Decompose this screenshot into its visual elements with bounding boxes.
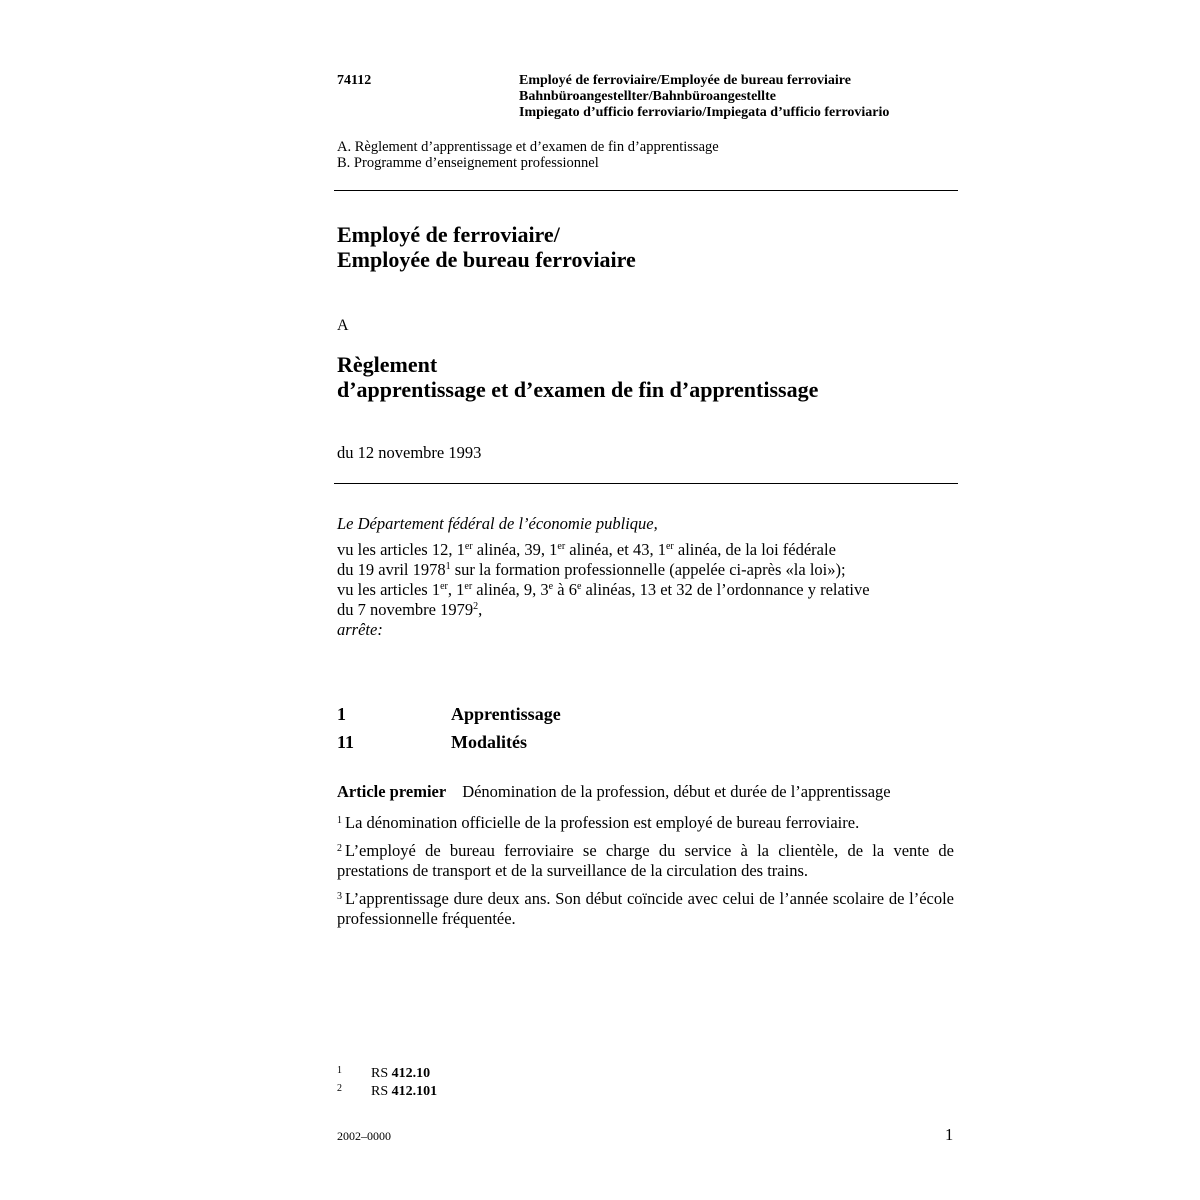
preamble-decree: arrête:: [337, 620, 383, 639]
footnote-ref-1: 1: [445, 561, 451, 572]
preamble: [337, 514, 957, 640]
paragraph-number: 1: [337, 815, 342, 826]
article-label: Article premier: [337, 782, 447, 801]
preamble-line-2: du 19 avril 1978$^1$ sur la formation professionnelle (appelée ci-après «la loi»);: [337, 560, 846, 579]
header-title-fr: Employé de ferroviaire/Employée de bureau ferroviaire: [519, 73, 851, 88]
regulation-title: [337, 352, 818, 402]
paragraph-number: 3: [337, 891, 342, 902]
divider-top: [334, 190, 958, 191]
contents-list: [337, 139, 719, 171]
section-heading-11: [337, 732, 527, 753]
page-number: 1: [945, 1125, 954, 1144]
section-title: Apprentissage: [451, 704, 561, 724]
article-heading: [337, 782, 891, 802]
page-title-line-1: Employé de ferroviaire/: [337, 222, 560, 247]
regulation-title-line-2: d’apprentissage et d’examen de fin d’apprentissage: [337, 377, 819, 402]
header-titles: [519, 73, 889, 121]
classification-code: 74112: [337, 73, 372, 88]
footnote-1: 1 RS 412.10: [337, 1065, 431, 1081]
paragraph-text: L’apprentissage dure deux ans. Son début coïncide avec celui de l’année scolaire de l’école professionnelle fréquentée.: [337, 889, 954, 928]
footnote-2: 2 RS 412.101: [337, 1083, 438, 1099]
article-paragraph-3: [337, 887, 954, 929]
section-title: Modalités: [451, 732, 527, 752]
header-title-it: Impiegato d’ufficio ferroviario/Impiegata d’ufficio ferroviario: [519, 105, 890, 120]
article-paragraph-2: [337, 839, 954, 881]
paragraph-text: La dénomination officielle de la profession est employé de bureau ferroviaire.: [345, 813, 860, 832]
article-title: Dénomination de la profession, début et durée de l’apprentissage: [462, 782, 891, 801]
divider-middle: [334, 483, 958, 484]
preamble-authority: Le Département fédéral de l’économie publique,: [337, 514, 658, 533]
regulation-date: du 12 novembre 1993: [337, 443, 482, 462]
page-title-line-2: Employée de bureau ferroviaire: [337, 247, 636, 272]
regulation-title-line-1: Règlement: [337, 352, 438, 377]
section-heading-1: [337, 704, 561, 725]
contents-item-b: B. Programme d’enseignement professionnel: [337, 155, 599, 171]
section-number: 1: [337, 704, 346, 724]
paragraph-number: 2: [337, 843, 342, 854]
page-title: [337, 222, 636, 272]
header-title-de: Bahnbüroangestellter/Bahnbüroangestellte: [519, 89, 776, 104]
paragraph-text: L’employé de bureau ferroviaire se charge du service à la clientèle, de la vente de prestations de transport et de la surveillance de la circulation des trains.: [337, 841, 954, 880]
footnote-ref-2: 2: [473, 601, 479, 612]
preamble-line-3: vu les articles 1er, 1er alinéa, 9, 3e à 6e alinéas, 13 et 32 de l’ordonnance y relative: [337, 580, 870, 599]
preamble-line-1: vu les articles 12, 1er alinéa, 39, 1er alinéa, et 43, 1er alinéa, de la loi fédérale: [337, 540, 836, 559]
section-letter: A: [337, 317, 349, 334]
document-id: 2002–0000: [337, 1129, 391, 1143]
article-paragraph-1: [337, 811, 954, 833]
footnotes: [337, 1063, 437, 1099]
preamble-line-4: du 7 novembre 1979$^2$,: [337, 600, 483, 619]
contents-item-a: A. Règlement d’apprentissage et d’examen de fin d’apprentissage: [337, 139, 719, 155]
section-number: 11: [337, 732, 355, 752]
